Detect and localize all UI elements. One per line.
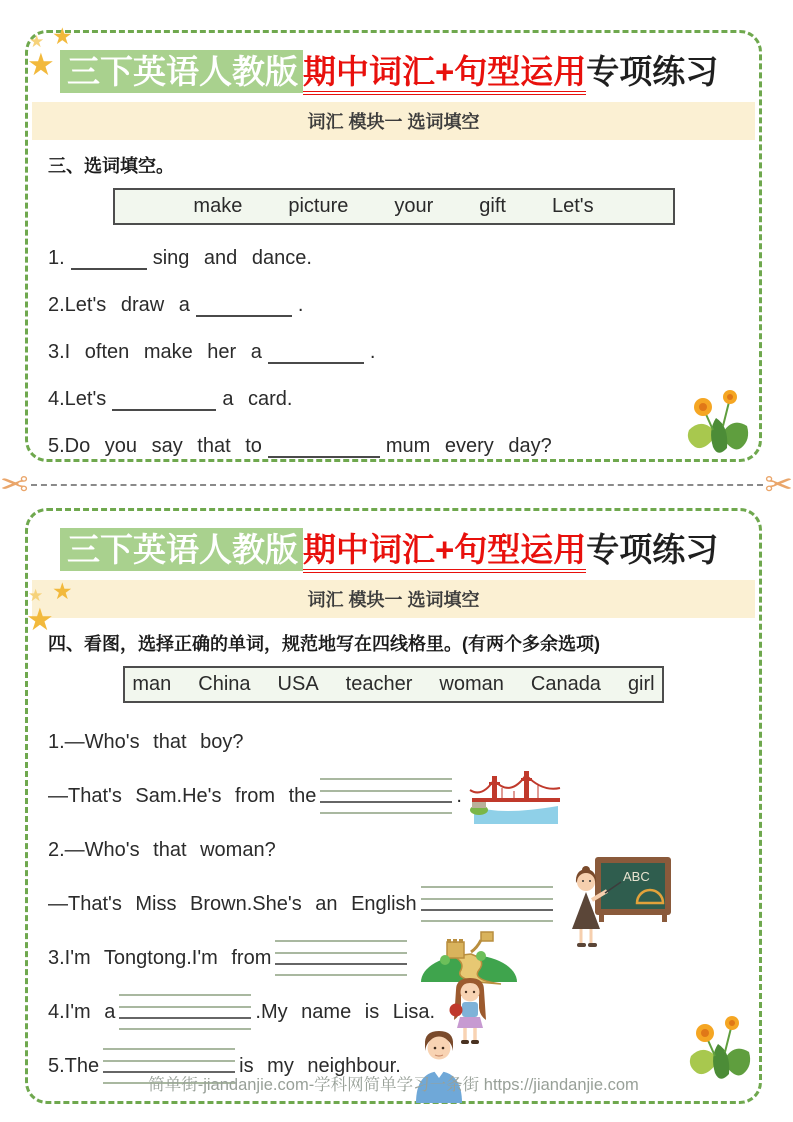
item-text: . xyxy=(369,341,376,364)
title-highlight-green: 三下英语人教版 xyxy=(60,528,303,571)
item-text: .My name is Lisa. xyxy=(255,1000,436,1023)
star-icon: ★ xyxy=(52,23,73,49)
word-bank-box xyxy=(123,666,664,703)
word-bank-word: Let's xyxy=(551,195,594,218)
item-text: 4.Let's xyxy=(48,388,107,411)
four-line-writing-grid xyxy=(421,886,553,922)
answer-blank xyxy=(268,436,380,458)
word-bank-word: gift xyxy=(479,195,506,218)
word-bank-box xyxy=(113,188,675,225)
answer-blank xyxy=(71,248,147,270)
module-band: 词汇 模块一 选词填空 xyxy=(32,580,755,618)
item-text: 3.I often make her a xyxy=(48,341,262,364)
title-highlight-red: 期中词汇+句型运用 xyxy=(303,531,586,573)
item-text: —That's Sam.He's from the xyxy=(48,784,317,807)
page-title xyxy=(60,51,739,92)
word-bank-word: make xyxy=(193,195,243,218)
four-line-writing-grid xyxy=(119,994,251,1030)
four-line-writing-grid xyxy=(275,940,407,976)
fill-blank-item xyxy=(48,245,739,272)
word-bank-word: teacher xyxy=(345,673,413,696)
item-text: 1.—Who's that boy? xyxy=(48,730,244,753)
cut-line xyxy=(0,464,793,506)
answer-line xyxy=(48,869,739,919)
item-text: is my neighbour. xyxy=(239,1054,401,1077)
item-text: . xyxy=(297,294,304,317)
title-plain: 专项练习 xyxy=(586,53,719,90)
title-highlight-red: 期中词汇+句型运用 xyxy=(303,53,586,95)
section-three-title: 三、选词填空。 xyxy=(48,156,174,177)
fill-blank-item xyxy=(48,292,739,319)
star-icon: ★ xyxy=(26,602,54,637)
scissors-icon: ✂ xyxy=(764,466,793,504)
star-icon: ★ xyxy=(27,47,55,82)
item-text: mum every day? xyxy=(385,435,552,458)
svg-text:ABC: ABC xyxy=(622,869,650,885)
item-text: 4.I'm a xyxy=(48,1000,116,1023)
module-band: 词汇 模块一 选词填空 xyxy=(32,102,755,140)
footer-watermark: 简单街-jiandanjie.com-学科网简单学习一条街 https://jiandanjie.com xyxy=(148,1076,639,1094)
great-wall-image xyxy=(419,943,519,973)
item-text: a card. xyxy=(222,388,293,411)
answer-blank xyxy=(112,389,216,411)
item-text: sing and dance. xyxy=(152,247,312,270)
flower-plant-icon xyxy=(683,390,753,467)
word-bank-word: girl xyxy=(627,673,655,696)
four-line-writing-grid xyxy=(320,778,452,814)
fill-blank-item xyxy=(48,386,739,413)
question-line xyxy=(48,727,739,757)
answer-line xyxy=(48,997,739,1027)
word-bank-word: Canada xyxy=(530,673,601,696)
page-title xyxy=(60,529,739,570)
teacher-blackboard-image xyxy=(565,869,673,919)
item-text: 2.Let's draw a xyxy=(48,294,190,317)
title-plain: 专项练习 xyxy=(586,531,719,568)
answer-blank xyxy=(196,295,292,317)
item-text: 2.—Who's that woman? xyxy=(48,838,276,861)
item-text: 3.I'm Tongtong.I'm from xyxy=(48,946,272,969)
item-text: . xyxy=(456,784,462,807)
star-icon: ★ xyxy=(29,32,45,51)
item-text: 5.The xyxy=(48,1054,100,1077)
fill-blank-item xyxy=(48,433,739,460)
fill-blank-item xyxy=(48,339,739,366)
answer-line xyxy=(48,781,739,811)
answer-blank xyxy=(268,342,364,364)
star-icon: ★ xyxy=(52,578,73,604)
word-bank-word: your xyxy=(394,195,434,218)
word-bank-word: picture xyxy=(288,195,349,218)
scissors-icon: ✂ xyxy=(0,466,29,504)
item-text: 1. xyxy=(48,247,65,270)
star-icon: ★ xyxy=(28,586,44,605)
worksheet-panel-bottom xyxy=(25,508,762,1104)
word-bank-word: USA xyxy=(277,673,319,696)
item-text: 5.Do you say that to xyxy=(48,435,262,458)
cut-dashed-line xyxy=(31,484,763,486)
flower-plant-icon xyxy=(685,1016,755,1093)
title-highlight-green: 三下英语人教版 xyxy=(60,50,303,93)
word-bank-word: woman xyxy=(439,673,504,696)
section-four-title: 四、看图，选择正确的单词，规范地写在四线格里。(有两个多余选项) xyxy=(48,634,600,655)
word-bank-word: China xyxy=(198,673,251,696)
golden-gate-bridge-image xyxy=(470,781,562,811)
item-text: —That's Miss Brown.She's an English xyxy=(48,892,417,915)
word-bank-word: man xyxy=(132,673,172,696)
girl-image xyxy=(443,997,497,1027)
worksheet-panel-top xyxy=(25,23,762,462)
